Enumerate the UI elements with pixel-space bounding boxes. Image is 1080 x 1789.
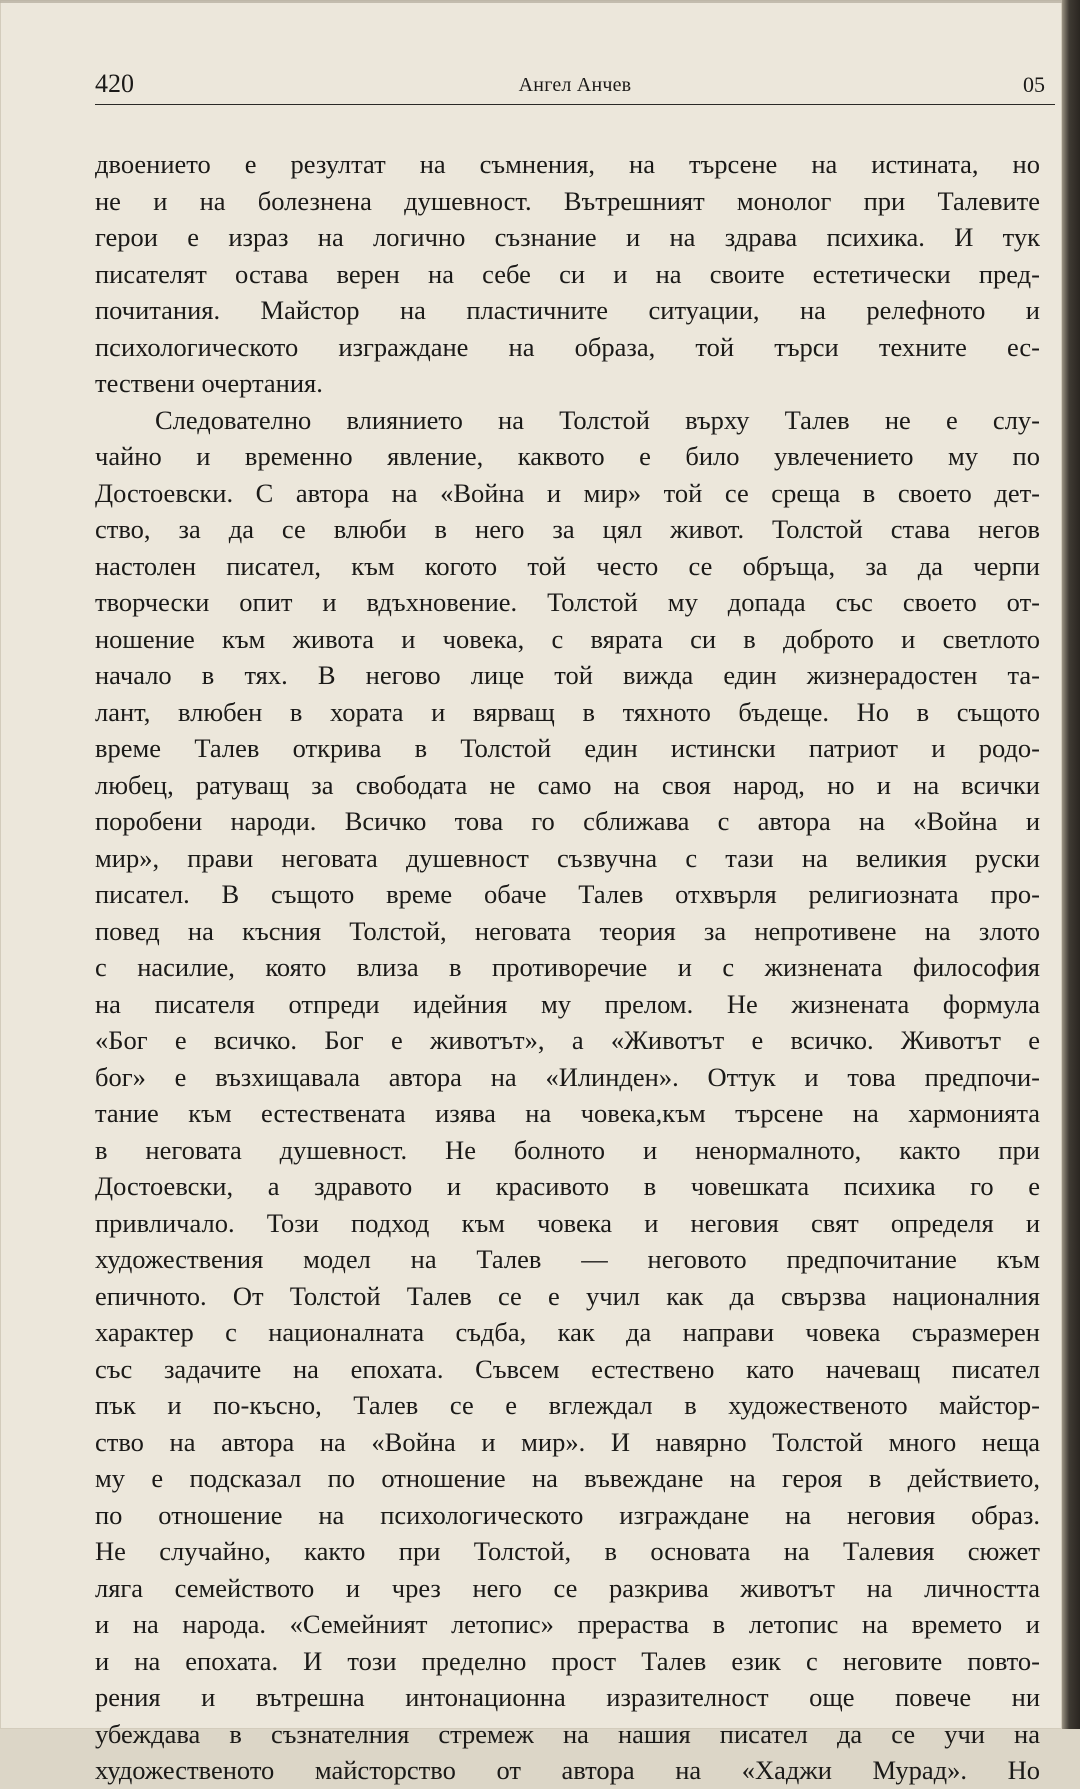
text-line: рения и вътрешна интонационна изразителност още повече ни: [95, 1682, 1040, 1712]
text-line: време Талев открива в Толстой един истински патриот и родо-: [95, 733, 1040, 763]
text-line: епичното. От Толстой Талев се е учил как да свързва националния: [95, 1280, 1040, 1311]
text-line: ство, за да се влюби в него за цял живот. Толстой става негов: [95, 514, 1040, 544]
text-line: мир», прави неговата душевност съзвучна с тази на великия руски: [95, 842, 1040, 873]
header-rule: [95, 104, 1055, 105]
text-line: бог» е възхищавала автора на «Илинден». Оттук и това предпочи-: [95, 1061, 1040, 1092]
text-line: поробени народи. Всичко това го сближава с автора на «Война и: [95, 806, 1040, 836]
page-number: 420: [95, 69, 134, 98]
text-line: и на народа. «Семейният летопис» прераства в летопис на времето и: [95, 1609, 1040, 1639]
text-line: с насилие, която влиза в противоречие и с жизнената философия: [95, 952, 1040, 982]
text-line: в неговата душевност. Не болното и ненормалното, както при: [95, 1134, 1040, 1165]
text-line: настолен писател, към когото той често се обръща, за да черпи: [95, 550, 1040, 581]
text-line: ляга семейството и чрез него се разкрива животът на личността: [95, 1572, 1040, 1603]
body-text: [95, 146, 1040, 1789]
text-line: психологическото изграждане на образа, той търси техните ес-: [95, 331, 1040, 362]
text-line: творчески опит и вдъхновение. Толстой му допада със своето от-: [95, 587, 1040, 617]
text-line: Следователно влиянието на Толстой върху Талев не е слу-: [155, 404, 1040, 435]
text-line: му е подсказал по отношение на въвеждане на героя в действието,: [95, 1463, 1040, 1493]
text-line: характер с националната съдба, как да направи човека съразмерен: [95, 1317, 1040, 1347]
text-line: Достоевски, а здравото и красивото в човешката психика го е: [95, 1171, 1040, 1201]
text-line: ство на автора на «Война и мир». И навярно Толстой много неща: [95, 1426, 1040, 1457]
text-line: писател. В същото време обаче Талев отхвърля религиозната про-: [95, 879, 1040, 909]
page-header: [95, 66, 1055, 106]
book-spine-edge: [1062, 0, 1080, 1729]
text-line: убеждава в съзнателния стремеж на нашия писател да се учи на: [95, 1718, 1040, 1749]
text-line: любец, ратуващ за свободата не само на своя народ, но и на всички: [95, 769, 1040, 800]
text-line: повед на късния Толстой, неговата теория за непротивене на злото: [95, 915, 1040, 946]
running-head: Ангел Анчев: [518, 74, 632, 96]
text-line: и на епохата. И този пределно прост Талев език с неговите повто-: [95, 1645, 1040, 1676]
text-line: тествени очертания.: [95, 368, 323, 398]
text-line: тание към естествената изява на човека,към търсене на хармонията: [95, 1098, 1040, 1128]
text-line: по отношение на психологическото изграждане на неговия образ.: [95, 1499, 1040, 1530]
text-line: герои е израз на логично съзнание и на здрава психика. И тук: [95, 222, 1040, 252]
text-line: пък и по-късно, Талев се е вглеждал в художественото майстор-: [95, 1390, 1040, 1420]
text-line: Не случайно, както при Толстой, в основата на Талевия сюжет: [95, 1536, 1040, 1566]
text-line: художественото майсторство от автора на «Хаджи Мурад». Но: [95, 1755, 1040, 1785]
text-line: писателят остава верен на себе си и на своите естетически пред-: [95, 258, 1040, 289]
text-line: двоението е резултат на съмнения, на търсене на истината, но: [95, 149, 1040, 179]
text-line: почитания. Майстор на пластичните ситуации, на релефното и: [95, 295, 1040, 325]
text-line: Достоевски. С автора на «Война и мир» той се среща в своето дет-: [95, 477, 1040, 508]
text-line: ношение към живота и човека, с вярата си в доброто и светлото: [95, 623, 1040, 654]
text-line: «Бог е всичко. Бог е животът», а «Животът е всичко. Животът е: [95, 1025, 1040, 1055]
text-line: привличало. Този подход към човека и неговия свят определя и: [95, 1207, 1040, 1238]
text-line: не и на болезнена душевност. Вътрешният монолог при Талевите: [95, 185, 1040, 216]
text-line: художествения модел на Талев — неговото предпочитание към: [95, 1244, 1040, 1274]
text-line: лант, влюбен в хората и вярващ в тяхното бъдеще. Но в същото: [95, 696, 1040, 727]
text-line: чайно и временно явление, каквото е било увлечението му по: [95, 441, 1040, 471]
corner-mark: 05: [1023, 72, 1045, 97]
text-line: на писателя отпреди идейния му прелом. Не жизнената формула: [95, 988, 1040, 1019]
text-line: със задачите на епохата. Съвсем естествено като начеващ писател: [95, 1353, 1040, 1384]
text-line: начало в тях. В негово лице той вижда един жизнерадостен та-: [95, 660, 1040, 690]
